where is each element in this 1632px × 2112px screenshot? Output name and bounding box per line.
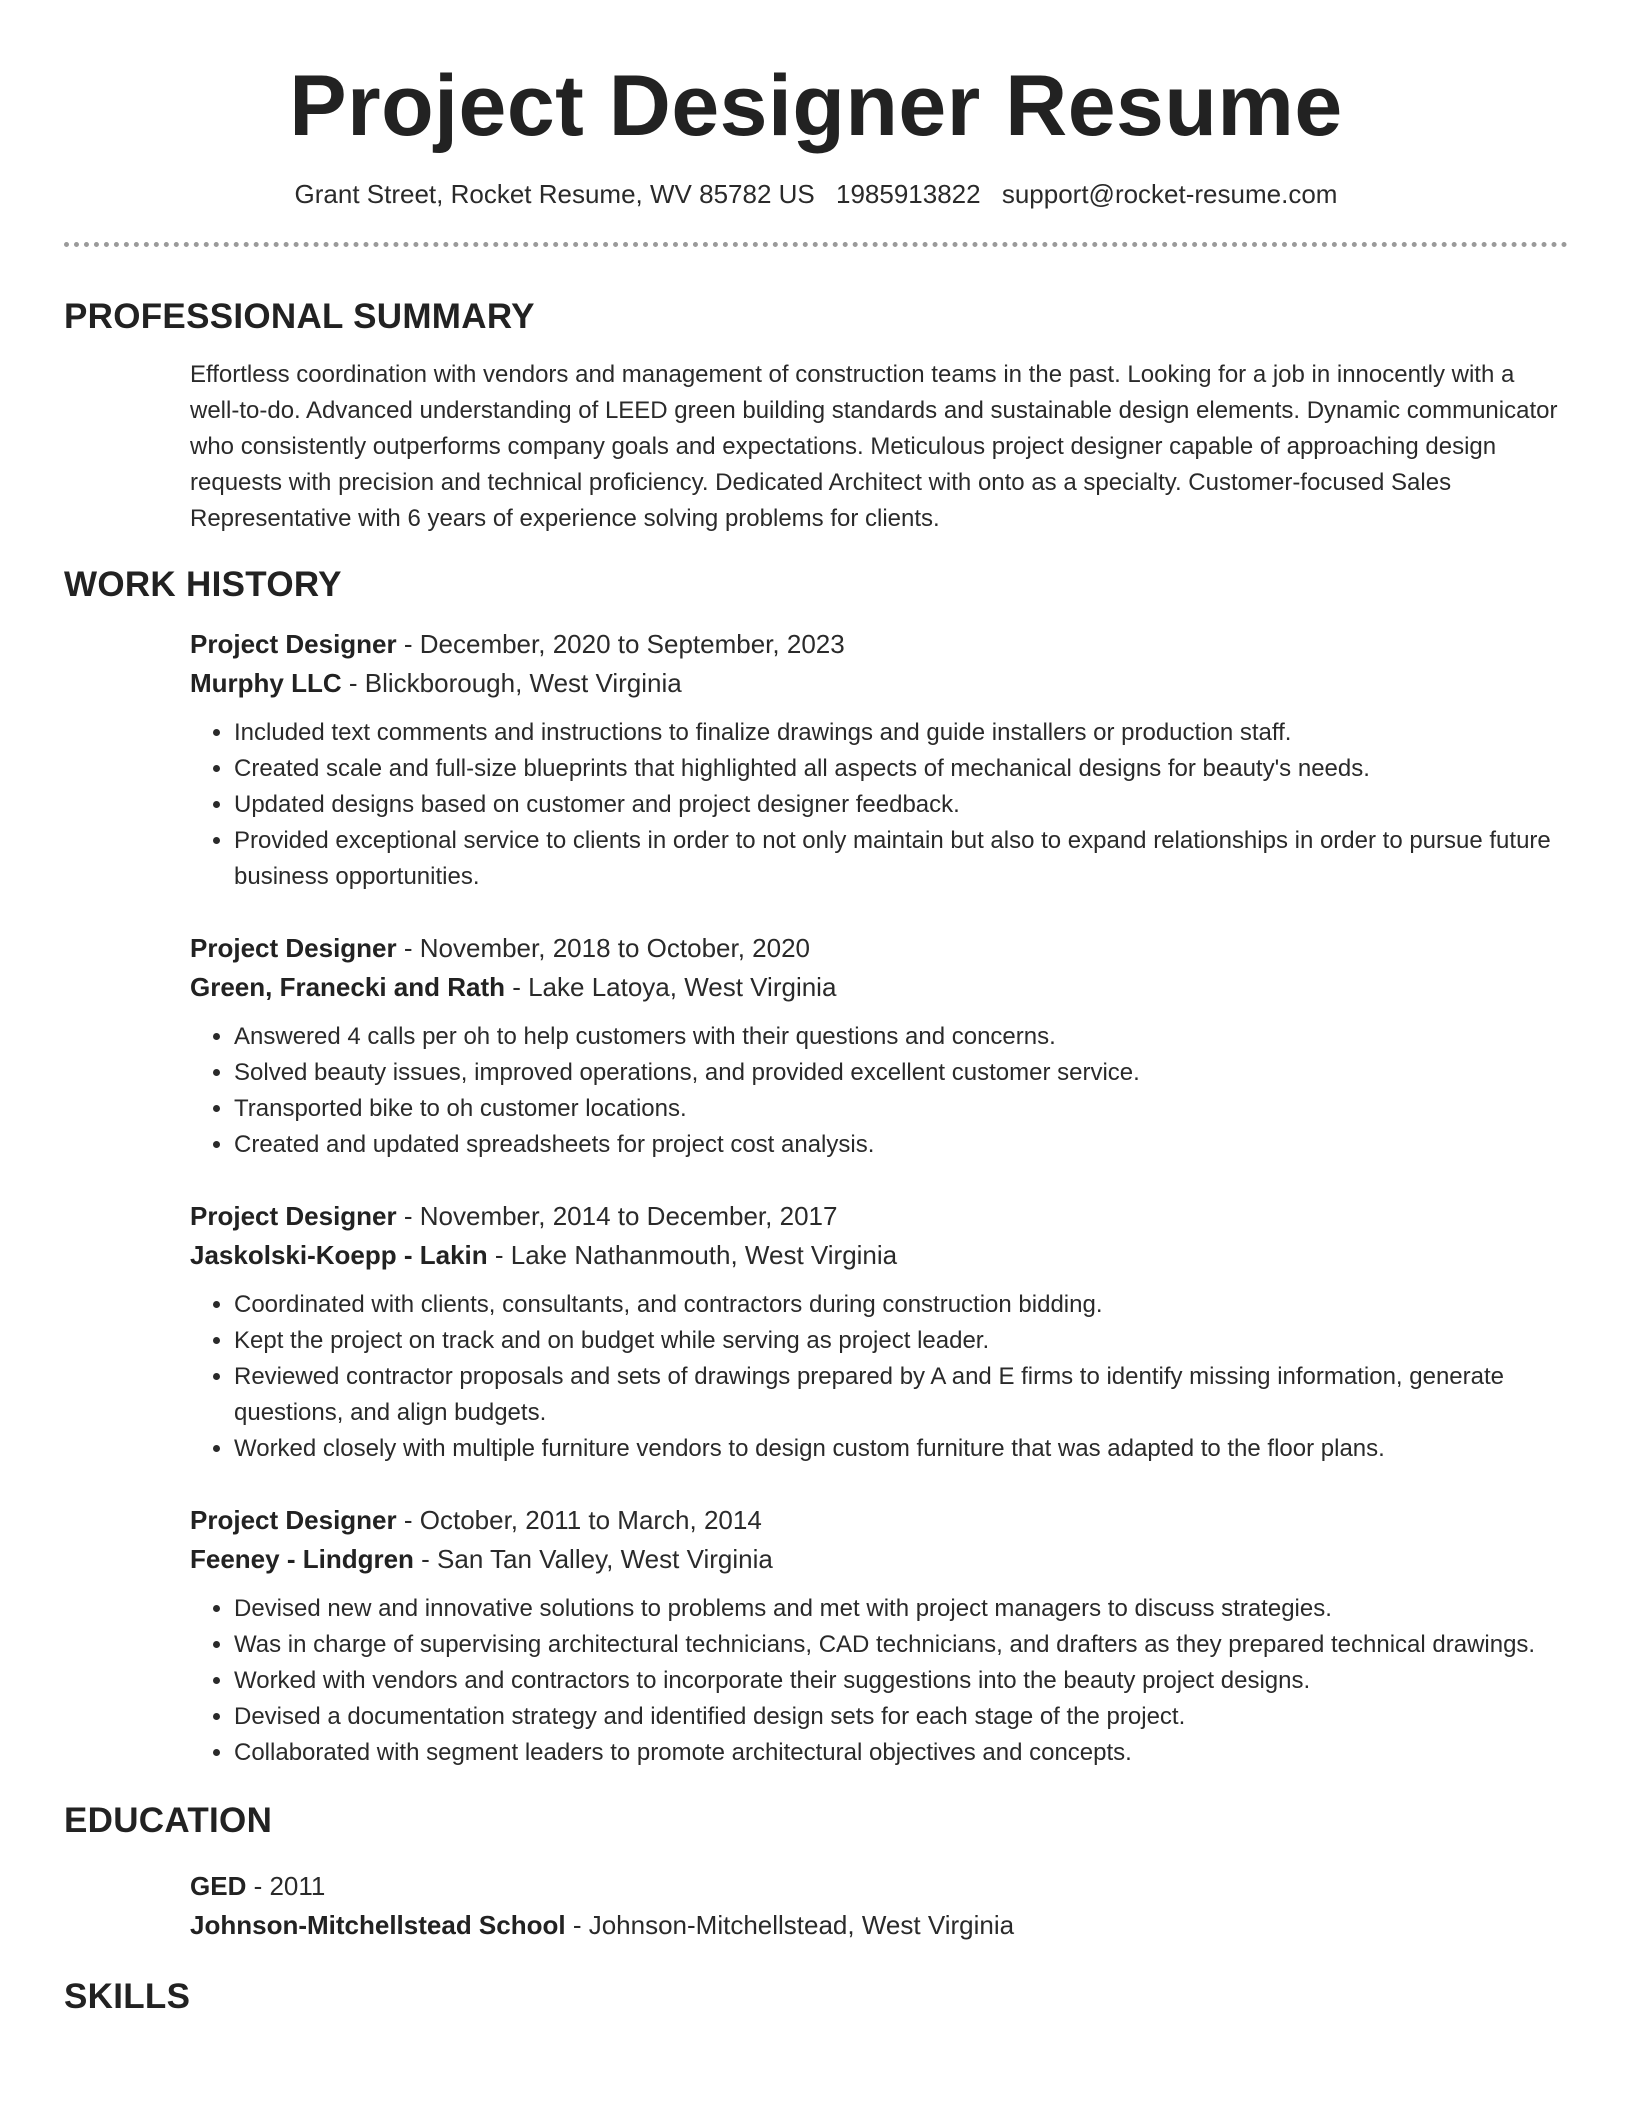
job-dates: - October, 2011 to March, 2014 — [396, 1505, 762, 1535]
job-company-line — [190, 664, 1568, 703]
list-item: • Reviewed contractor proposals and sets of drawings prepared by A and E firms to identify missing information, generate questions, and align budgets. — [234, 1359, 1568, 1431]
education-location: - Johnson-Mitchellstead, West Virginia — [565, 1910, 1015, 1940]
list-item: • Worked with vendors and contractors to incorporate their suggestions into the beauty project designs. — [234, 1663, 1568, 1699]
job-company: Murphy LLC — [190, 668, 342, 698]
list-item: • Devised new and innovative solutions to problems and met with project managers to discuss strategies. — [234, 1591, 1568, 1627]
list-item: • Was in charge of supervising architectural technicians, CAD technicians, and drafters as they prepared technical drawings. — [234, 1627, 1568, 1663]
job-bullets — [190, 715, 1568, 895]
summary-text: Effortless coordination with vendors and management of construction teams in the past. Looking for a job in innocently with a well-to-do. Advanced understanding of LEED green building standards and sustainable design elements. Dynamic communicator who consistently outperforms company goals and expectations. Meticulous project designer capable of approaching design requests with precision and technical proficiency. Dedicated Architect with onto as a specialty. Customer-focused Sales Representative with 6 years of experience solving problems for clients. — [190, 361, 1558, 532]
job-bullets — [190, 1019, 1568, 1163]
education-year: - 2011 — [246, 1871, 326, 1901]
job-location: - Blickborough, West Virginia — [341, 668, 682, 698]
job-location: - Lake Nathanmouth, West Virginia — [487, 1240, 898, 1270]
section-education — [64, 1799, 1568, 1945]
education-degree-line — [190, 1867, 1568, 1906]
education-degree: GED — [190, 1871, 247, 1901]
education-school-line — [190, 1906, 1568, 1945]
job-title: Project Designer — [190, 1201, 397, 1231]
job-title-line — [190, 625, 1568, 664]
job-entry — [190, 1501, 1568, 1771]
job-title-line — [190, 1197, 1568, 1236]
list-item: • Included text comments and instructions to finalize drawings and guide installers or production staff. — [234, 715, 1568, 751]
list-item: • Transported bike to oh customer locations. — [234, 1091, 1568, 1127]
job-location: - San Tan Valley, West Virginia — [413, 1544, 773, 1574]
contact-line — [64, 178, 1568, 210]
list-item: • Devised a documentation strategy and identified design sets for each stage of the project. — [234, 1699, 1568, 1735]
job-title: Project Designer — [190, 933, 397, 963]
job-entry — [190, 625, 1568, 895]
list-item: • Solved beauty issues, improved operations, and provided excellent customer service. — [234, 1055, 1568, 1091]
job-entry — [190, 1197, 1568, 1467]
contact-email: support@rocket-resume.com — [1001, 179, 1338, 209]
job-dates: - November, 2014 to December, 2017 — [396, 1201, 838, 1231]
job-company-line — [190, 1540, 1568, 1579]
job-dates: - December, 2020 to September, 2023 — [396, 629, 845, 659]
section-heading: SKILLS — [64, 1977, 191, 2016]
job-company: Jaskolski-Koepp - Lakin — [190, 1240, 488, 1270]
job-dates: - November, 2018 to October, 2020 — [396, 933, 810, 963]
list-item: • Answered 4 calls per oh to help customers with their questions and concerns. — [234, 1019, 1568, 1055]
job-company: Green, Franecki and Rath — [190, 972, 505, 1002]
job-title: Project Designer — [190, 629, 397, 659]
list-item: • Coordinated with clients, consultants, and contractors during construction bidding. — [234, 1287, 1568, 1323]
job-company: Feeney - Lindgren — [190, 1544, 414, 1574]
job-company-line — [190, 968, 1568, 1007]
job-bullets — [190, 1287, 1568, 1467]
job-title-line — [190, 1501, 1568, 1540]
list-item: • Worked closely with multiple furniture vendors to design custom furniture that was adapted to the floor plans. — [234, 1431, 1568, 1467]
job-title: Project Designer — [190, 1505, 397, 1535]
section-heading: EDUCATION — [64, 1801, 273, 1840]
job-bullets — [190, 1591, 1568, 1771]
list-item: • Created scale and full-size blueprints that highlighted all aspects of mechanical designs for beauty's needs. — [234, 751, 1568, 787]
list-item: • Kept the project on track and on budget while serving as project leader. — [234, 1323, 1568, 1359]
list-item: • Provided exceptional service to clients in order to not only maintain but also to expand relationships in order to pursue future business opportunities. — [234, 823, 1568, 895]
page-title: Project Designer Resume — [289, 58, 1343, 154]
section-work-history — [64, 563, 1568, 1771]
education-school: Johnson-Mitchellstead School — [190, 1910, 566, 1940]
list-item: • Collaborated with segment leaders to promote architectural objectives and concepts. — [234, 1735, 1568, 1771]
job-company-line — [190, 1236, 1568, 1275]
contact-phone: 1985913822 — [835, 179, 981, 209]
list-item: • Created and updated spreadsheets for project cost analysis. — [234, 1127, 1568, 1163]
contact-address: Grant Street, Rocket Resume, WV 85782 US — [294, 179, 815, 209]
job-entry — [190, 929, 1568, 1163]
education-entry — [190, 1867, 1568, 1945]
section-professional-summary — [64, 295, 1568, 537]
job-title-line — [190, 929, 1568, 968]
list-item: • Updated designs based on customer and project designer feedback. — [234, 787, 1568, 823]
section-skills — [64, 1975, 1568, 2019]
section-heading: PROFESSIONAL SUMMARY — [64, 297, 535, 336]
job-location: - Lake Latoya, West Virginia — [504, 972, 837, 1002]
section-heading: WORK HISTORY — [64, 565, 342, 604]
header-divider — [64, 242, 1568, 247]
